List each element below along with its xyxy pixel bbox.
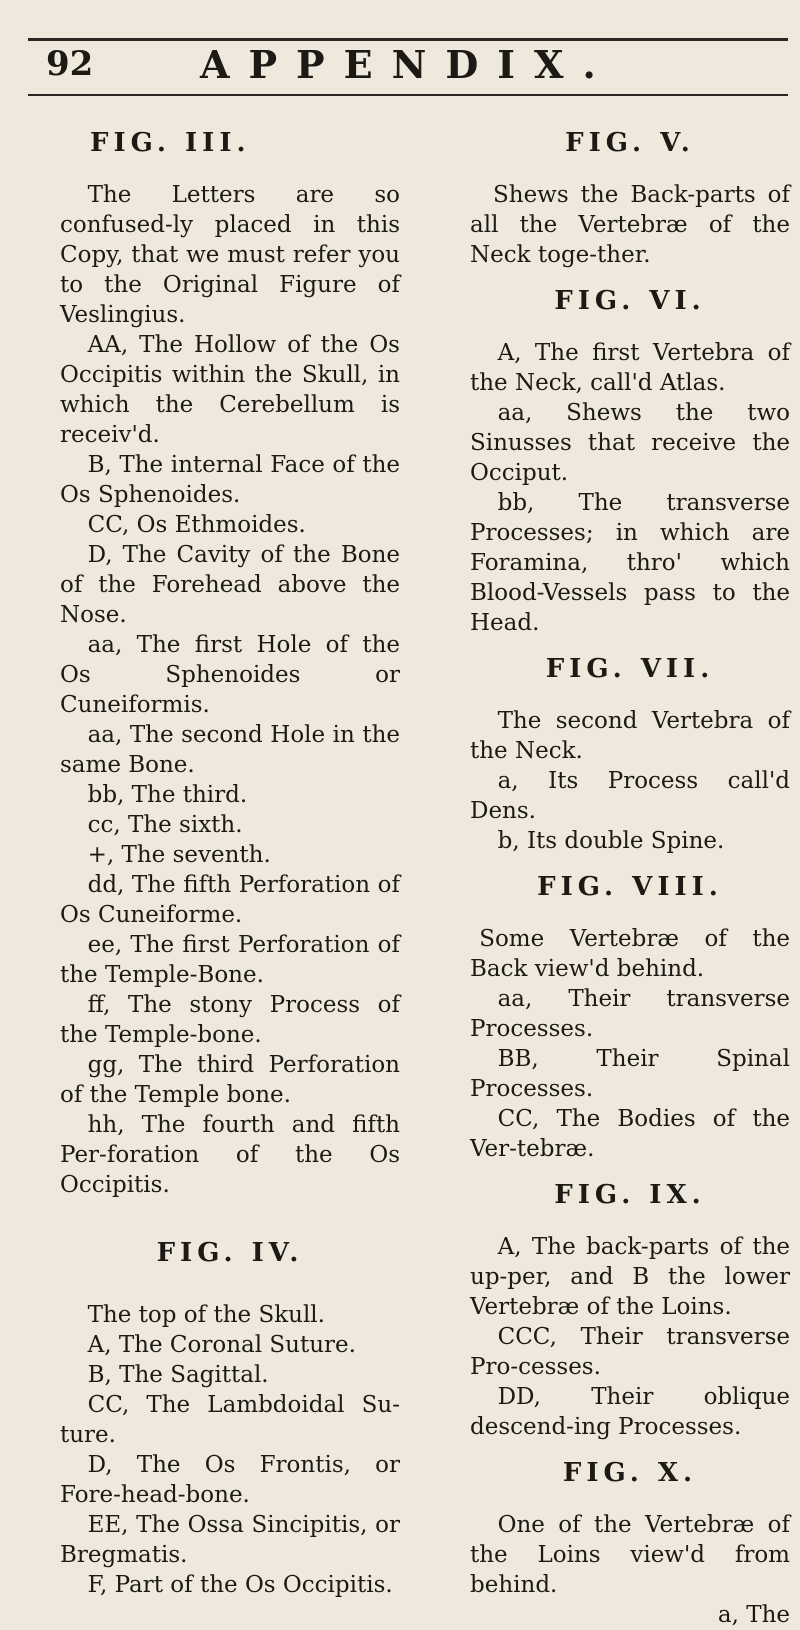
fig-vii-item: b, Its double Spine. — [497, 828, 725, 854]
fig-iii-item: aa, The second Hole in the same Bone. — [60, 722, 400, 778]
fig-v-text: Shews the Back-parts of all the Vertebræ of the Neck toge-ther. — [470, 182, 790, 268]
fig-ix-item: DD, Their oblique descend-ing Processes. — [470, 1384, 790, 1440]
fig-iii-item: CC, Os Ethmoides. — [87, 512, 306, 538]
fig-iii-item: D, The Cavity of the Bone of the Forehead above the Nose. — [60, 542, 400, 628]
fig-iii-item: gg, The third Perforation of the Temple bone. — [60, 1052, 400, 1108]
fig-iii-item: cc, The sixth. — [87, 812, 243, 838]
fig-vii-heading: FIG. VII. — [545, 654, 715, 684]
fig-viii-item: CC, The Bodies of the Ver-tebræ. — [470, 1106, 790, 1162]
left-column — [60, 128, 400, 1600]
fig-iv-heading: FIG. IV. — [156, 1238, 304, 1268]
fig-vii-intro: The second Vertebra of the Neck. — [470, 708, 790, 764]
fig-ix-item: CCC, Their transverse Pro-cesses. — [470, 1324, 790, 1380]
fig-viii-item: aa, Their transverse Processes. — [470, 986, 790, 1042]
fig-iv-item: CC, The Lambdoidal Su-ture. — [60, 1392, 400, 1448]
fig-iii-item: hh, The fourth and fifth Per-foration of the Os Occipitis. — [60, 1112, 400, 1198]
fig-viii-item: BB, Their Spinal Processes. — [470, 1046, 790, 1102]
fig-vi-item: aa, Shews the two Sinusses that receive the Occiput. — [470, 400, 790, 486]
fig-iv-item: B, The Sagittal. — [87, 1362, 269, 1388]
fig-ix-item: A, The back-parts of the up-per, and B the lower Vertebræ of the Loins. — [470, 1234, 790, 1320]
fig-viii-intro: Some Vertebræ of the Back view'd behind. — [470, 926, 790, 982]
fig-vi-item: A, The first Vertebra of the Neck, call'd Atlas. — [470, 340, 790, 396]
fig-iv-item: D, The Os Frontis, or Fore-head-bone. — [60, 1452, 400, 1508]
fig-x-item: a, The — [717, 1602, 790, 1628]
fig-iv-item: A, The Coronal Suture. — [87, 1332, 356, 1358]
fig-iv-intro: The top of the Skull. — [87, 1302, 325, 1328]
fig-iii-heading: FIG. III. — [90, 128, 251, 158]
fig-iii-item: B, The internal Face of the Os Sphenoides. — [60, 452, 400, 508]
right-column — [470, 128, 790, 1630]
fig-x-heading: FIG. X. — [562, 1458, 698, 1488]
fig-iv-item: EE, The Ossa Sincipitis, or Bregmatis. — [60, 1512, 400, 1568]
fig-iii-intro: The Letters are so confused-ly placed in this Copy, that we must refer you to the Original Figure of Veslingius. — [60, 182, 400, 328]
top-rule — [28, 38, 788, 41]
fig-ix-heading: FIG. IX. — [554, 1180, 706, 1210]
fig-iii-item: ff, The stony Process of the Temple-bone. — [60, 992, 400, 1048]
spacer — [60, 1290, 400, 1300]
fig-vii-item: a, Its Process call'd Dens. — [470, 768, 790, 824]
fig-iii-item: +, The seventh. — [87, 842, 271, 868]
fig-iii-item: aa, The first Hole of the Os Sphenoides or Cuneiformis. — [60, 632, 400, 718]
fig-iii-item: bb, The third. — [87, 782, 248, 808]
fig-iii-item: ee, The first Perforation of the Temple-Bone. — [60, 932, 400, 988]
fig-x-intro: One of the Vertebræ of the Loins view'd from behind. — [470, 1512, 790, 1598]
fig-iii-item: AA, The Hollow of the Os Occipitis within the Skull, in which the Cerebellum is receiv'd. — [60, 332, 400, 448]
running-title: APPENDIX. — [200, 42, 615, 87]
fig-iv-item: F, Part of the Os Occipitis. — [87, 1572, 393, 1598]
fig-iii-item: dd, The fifth Perforation of Os Cuneiforme. — [60, 872, 400, 928]
spacer — [60, 1200, 400, 1222]
fig-vi-item: bb, The transverse Processes; in which are Foramina, thro' which Blood-Vessels pass to the Head. — [470, 490, 790, 636]
header-rule — [28, 94, 788, 96]
fig-vi-heading: FIG. VI. — [554, 286, 706, 316]
page-number: 92 — [46, 44, 94, 84]
fig-viii-heading: FIG. VIII. — [537, 872, 723, 902]
fig-v-heading: FIG. V. — [565, 128, 695, 158]
